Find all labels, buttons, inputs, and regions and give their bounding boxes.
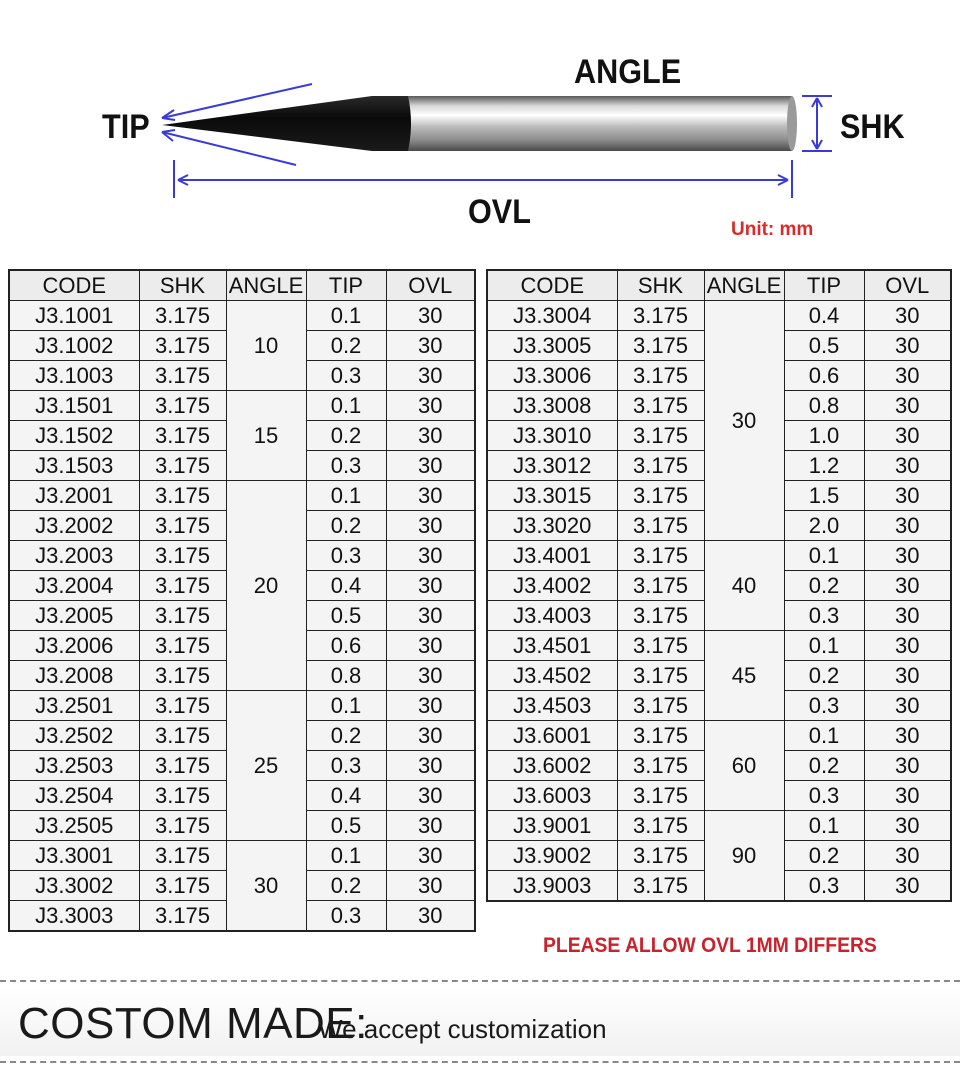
cell-shk: 3.175 [139, 631, 226, 661]
cell-tip: 0.8 [306, 661, 386, 691]
cell-tip: 0.1 [306, 391, 386, 421]
cell-shk: 3.175 [139, 511, 226, 541]
cell-tip: 0.6 [784, 361, 864, 391]
cell-tip: 0.1 [306, 691, 386, 721]
cell-tip: 0.3 [784, 781, 864, 811]
table-header-row [9, 270, 475, 301]
cell-tip: 0.1 [784, 631, 864, 661]
cell-ovl: 30 [386, 481, 475, 511]
cell-shk: 3.175 [617, 841, 704, 871]
cell-ovl: 30 [864, 541, 951, 571]
cell-ovl: 30 [864, 571, 951, 601]
cell-ovl: 30 [864, 721, 951, 751]
cell-tip: 0.1 [784, 721, 864, 751]
cell-ovl: 30 [386, 901, 475, 932]
cell-angle: 30 [704, 301, 784, 541]
custom-made-banner [0, 980, 960, 1073]
table-row [487, 631, 951, 661]
table-row [487, 811, 951, 841]
ovl-tolerance-notice: PLEASE ALLOW OVL 1MM DIFFERS [543, 934, 877, 957]
cell-shk: 3.175 [139, 691, 226, 721]
cell-shk: 3.175 [617, 421, 704, 451]
cell-code: J3.1003 [9, 361, 139, 391]
header-shk: SHK [617, 270, 704, 301]
shank [402, 96, 792, 151]
cell-tip: 0.3 [784, 601, 864, 631]
cell-tip: 1.0 [784, 421, 864, 451]
cell-angle: 40 [704, 541, 784, 631]
cell-code: J3.9003 [487, 871, 617, 902]
unit-label: Unit: mm [731, 219, 814, 240]
cell-shk: 3.175 [617, 811, 704, 841]
table-row [9, 841, 475, 871]
cell-shk: 3.175 [139, 421, 226, 451]
cell-shk: 3.175 [139, 391, 226, 421]
cell-code: J3.4001 [487, 541, 617, 571]
cell-shk: 3.175 [139, 601, 226, 631]
cell-shk: 3.175 [617, 721, 704, 751]
cell-shk: 3.175 [139, 301, 226, 331]
cell-code: J3.3008 [487, 391, 617, 421]
cell-tip: 2.0 [784, 511, 864, 541]
cell-shk: 3.175 [139, 661, 226, 691]
cell-shk: 3.175 [139, 451, 226, 481]
cell-code: J3.2003 [9, 541, 139, 571]
cell-ovl: 30 [386, 721, 475, 751]
cell-ovl: 30 [386, 661, 475, 691]
cell-ovl: 30 [864, 391, 951, 421]
cell-angle: 45 [704, 631, 784, 721]
header-ovl: OVL [864, 270, 951, 301]
cell-code: J3.2501 [9, 691, 139, 721]
divider [0, 980, 960, 982]
cell-code: J3.4002 [487, 571, 617, 601]
table-row [9, 691, 475, 721]
table-body [9, 301, 475, 932]
cell-ovl: 30 [864, 301, 951, 331]
cell-tip: 0.5 [306, 811, 386, 841]
cell-ovl: 30 [386, 841, 475, 871]
cell-angle: 60 [704, 721, 784, 811]
cell-ovl: 30 [386, 811, 475, 841]
cell-code: J3.2502 [9, 721, 139, 751]
cell-shk: 3.175 [139, 811, 226, 841]
cell-code: J3.3015 [487, 481, 617, 511]
cell-tip: 0.5 [784, 331, 864, 361]
header-code: CODE [487, 270, 617, 301]
cell-angle: 90 [704, 811, 784, 902]
cell-ovl: 30 [386, 871, 475, 901]
cell-shk: 3.175 [139, 781, 226, 811]
cell-tip: 0.4 [306, 781, 386, 811]
table-row [9, 481, 475, 511]
cell-tip: 0.3 [306, 541, 386, 571]
cell-tip: 0.2 [306, 871, 386, 901]
cell-tip: 0.2 [784, 661, 864, 691]
cell-code: J3.2503 [9, 751, 139, 781]
cell-ovl: 30 [386, 361, 475, 391]
cell-tip: 0.1 [306, 481, 386, 511]
shk-label: SHK [840, 108, 905, 146]
cell-angle: 10 [226, 301, 306, 391]
cell-code: J3.9001 [487, 811, 617, 841]
angle-label: ANGLE [574, 53, 682, 91]
cell-shk: 3.175 [139, 721, 226, 751]
cell-code: J3.3005 [487, 331, 617, 361]
header-angle: ANGLE [226, 270, 306, 301]
cell-tip: 1.5 [784, 481, 864, 511]
custom-made-title: COSTOM MADE: [18, 999, 368, 1048]
cell-ovl: 30 [386, 751, 475, 781]
cell-tip: 0.2 [784, 571, 864, 601]
cell-tip: 0.3 [306, 901, 386, 932]
cell-ovl: 30 [864, 631, 951, 661]
cell-shk: 3.175 [139, 871, 226, 901]
cell-ovl: 30 [386, 541, 475, 571]
cell-ovl: 30 [864, 811, 951, 841]
header-tip: TIP [306, 270, 386, 301]
cell-code: J3.1002 [9, 331, 139, 361]
cell-tip: 0.2 [306, 721, 386, 751]
cell-tip: 0.2 [306, 511, 386, 541]
cell-code: J3.4503 [487, 691, 617, 721]
cell-ovl: 30 [864, 451, 951, 481]
cell-code: J3.2002 [9, 511, 139, 541]
header-tip: TIP [784, 270, 864, 301]
cell-shk: 3.175 [617, 541, 704, 571]
custom-made-subtitle: We accept customization [318, 1014, 607, 1044]
cell-tip: 0.3 [784, 871, 864, 902]
cell-code: J3.4502 [487, 661, 617, 691]
cell-code: J3.6001 [487, 721, 617, 751]
shk-dimension [802, 96, 832, 151]
cell-code: J3.3004 [487, 301, 617, 331]
cell-ovl: 30 [864, 751, 951, 781]
cell-shk: 3.175 [139, 901, 226, 932]
cell-code: J3.2006 [9, 631, 139, 661]
table-body [487, 301, 951, 902]
cell-tip: 0.2 [784, 751, 864, 781]
cell-code: J3.1502 [9, 421, 139, 451]
header-shk: SHK [139, 270, 226, 301]
cell-code: J3.3003 [9, 901, 139, 932]
cell-ovl: 30 [864, 871, 951, 902]
cell-ovl: 30 [864, 691, 951, 721]
cell-code: J3.4003 [487, 601, 617, 631]
cell-tip: 0.2 [784, 841, 864, 871]
cell-code: J3.2505 [9, 811, 139, 841]
cell-angle: 30 [226, 841, 306, 932]
cell-shk: 3.175 [617, 871, 704, 902]
ovl-label: OVL [468, 193, 531, 231]
tool-diagram [0, 0, 960, 250]
cell-ovl: 30 [864, 781, 951, 811]
cell-code: J3.3001 [9, 841, 139, 871]
cell-code: J3.2005 [9, 601, 139, 631]
cell-shk: 3.175 [617, 631, 704, 661]
cell-ovl: 30 [386, 571, 475, 601]
cell-code: J3.1501 [9, 391, 139, 421]
cell-tip: 0.2 [306, 421, 386, 451]
cell-shk: 3.175 [139, 841, 226, 871]
cell-tip: 0.4 [306, 571, 386, 601]
header-code: CODE [9, 270, 139, 301]
table-header-row [487, 270, 951, 301]
cell-ovl: 30 [386, 451, 475, 481]
cell-code: J3.2004 [9, 571, 139, 601]
cell-shk: 3.175 [617, 571, 704, 601]
cell-tip: 0.3 [306, 361, 386, 391]
cell-shk: 3.175 [139, 361, 226, 391]
cell-ovl: 30 [864, 601, 951, 631]
cell-code: J3.1001 [9, 301, 139, 331]
cell-ovl: 30 [386, 781, 475, 811]
header-ovl: OVL [386, 270, 475, 301]
cell-code: J3.6003 [487, 781, 617, 811]
cell-ovl: 30 [864, 661, 951, 691]
cell-code: J3.3012 [487, 451, 617, 481]
cell-tip: 0.2 [306, 331, 386, 361]
spec-table-left [8, 269, 476, 932]
cell-tip: 0.3 [784, 691, 864, 721]
cell-tip: 0.1 [306, 841, 386, 871]
cell-code: J3.3006 [487, 361, 617, 391]
cell-code: J3.3020 [487, 511, 617, 541]
cell-ovl: 30 [864, 421, 951, 451]
cell-ovl: 30 [864, 511, 951, 541]
cell-shk: 3.175 [617, 751, 704, 781]
cell-tip: 1.2 [784, 451, 864, 481]
cell-code: J3.3002 [9, 871, 139, 901]
cell-tip: 0.1 [784, 541, 864, 571]
cell-shk: 3.175 [139, 571, 226, 601]
cell-code: J3.9002 [487, 841, 617, 871]
cell-ovl: 30 [386, 421, 475, 451]
cell-shk: 3.175 [617, 781, 704, 811]
cell-shk: 3.175 [617, 451, 704, 481]
cell-shk: 3.175 [617, 331, 704, 361]
cell-code: J3.1503 [9, 451, 139, 481]
cell-tip: 0.3 [306, 751, 386, 781]
cell-ovl: 30 [386, 301, 475, 331]
cell-angle: 15 [226, 391, 306, 481]
table-row [9, 301, 475, 331]
cell-shk: 3.175 [139, 751, 226, 781]
cell-ovl: 30 [864, 841, 951, 871]
cell-code: J3.2001 [9, 481, 139, 511]
spec-table-right [486, 269, 952, 902]
cell-shk: 3.175 [617, 511, 704, 541]
cell-ovl: 30 [386, 391, 475, 421]
cell-angle: 25 [226, 691, 306, 841]
cell-shk: 3.175 [617, 481, 704, 511]
header-angle: ANGLE [704, 270, 784, 301]
cell-shk: 3.175 [617, 301, 704, 331]
table-row [487, 301, 951, 331]
cutting-cone [162, 96, 411, 151]
cell-shk: 3.175 [617, 391, 704, 421]
cell-shk: 3.175 [139, 481, 226, 511]
cell-code: J3.2008 [9, 661, 139, 691]
cell-ovl: 30 [386, 601, 475, 631]
cell-code: J3.6002 [487, 751, 617, 781]
cell-ovl: 30 [386, 331, 475, 361]
table-row [487, 541, 951, 571]
cell-code: J3.3010 [487, 421, 617, 451]
cell-tip: 0.1 [784, 811, 864, 841]
cell-tip: 0.5 [306, 601, 386, 631]
cell-tip: 0.6 [306, 631, 386, 661]
cell-ovl: 30 [864, 481, 951, 511]
cell-angle: 20 [226, 481, 306, 691]
cell-tip: 0.1 [306, 301, 386, 331]
cell-shk: 3.175 [139, 331, 226, 361]
cell-ovl: 30 [386, 691, 475, 721]
cell-shk: 3.175 [139, 541, 226, 571]
cell-shk: 3.175 [617, 601, 704, 631]
cell-shk: 3.175 [617, 661, 704, 691]
cell-tip: 0.3 [306, 451, 386, 481]
cell-shk: 3.175 [617, 361, 704, 391]
cell-code: J3.4501 [487, 631, 617, 661]
cell-ovl: 30 [864, 361, 951, 391]
cell-tip: 0.8 [784, 391, 864, 421]
cell-shk: 3.175 [617, 691, 704, 721]
tip-label: TIP [102, 108, 150, 146]
cell-ovl: 30 [386, 631, 475, 661]
shank-end [787, 96, 797, 151]
cell-ovl: 30 [386, 511, 475, 541]
cell-code: J3.2504 [9, 781, 139, 811]
divider [0, 1061, 960, 1063]
cell-ovl: 30 [864, 331, 951, 361]
cell-tip: 0.4 [784, 301, 864, 331]
table-row [487, 721, 951, 751]
table-row [9, 391, 475, 421]
